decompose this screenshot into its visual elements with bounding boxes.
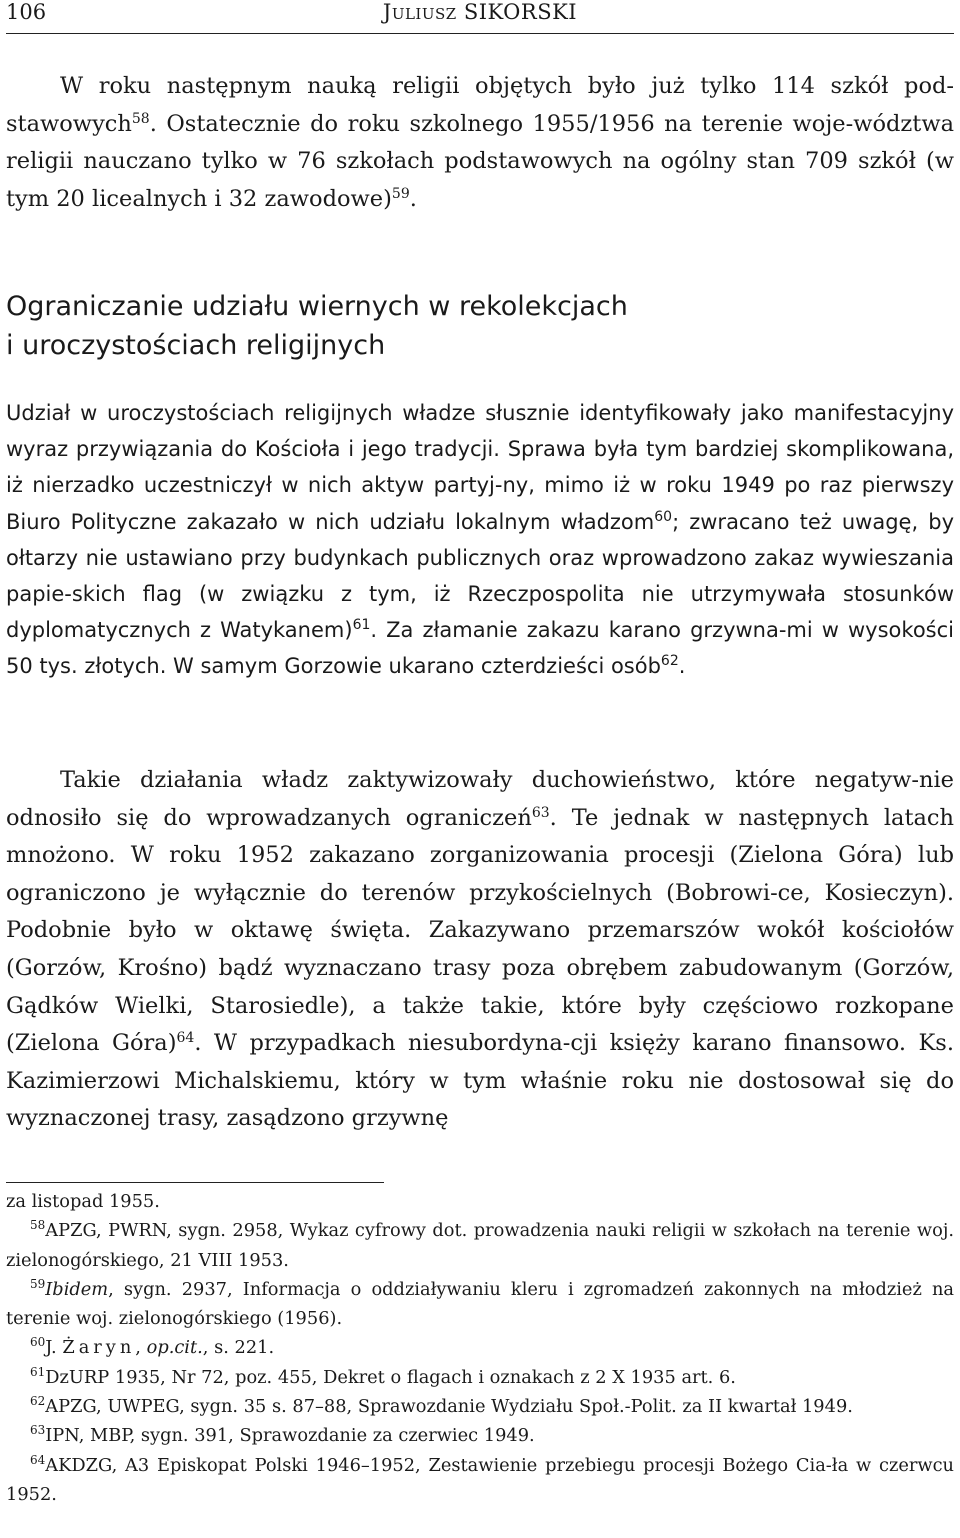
paragraph-text: . Za złamanie zakazu karano grzywna-mi w wysokości 50 tys. złotych. W samym Gorzowie ukarano czterdzieści osób — [6, 618, 954, 679]
footnote-rule — [6, 1182, 384, 1183]
footnote-62 — [6, 1392, 954, 1421]
footnote-continuation: za listopad 1955. — [6, 1191, 160, 1212]
footnote-number: 61 — [30, 1364, 46, 1379]
footnote-60 — [6, 1333, 954, 1362]
paragraph-text: . Te jednak w następnych latach mnożono. W roku 1952 zakazano zorganizowania procesji (Zielona Góra) lub ograniczono je wyłącznie do terenów przykościelnych (Bobrowi-ce, Kosieczyn). Podobnie było w oktawę święta. Zakazywano przemarszów wokół kościołów (Gorzów, Krośno) bądź wyznaczano trasy poza obrębem zabudowanym (Gorzów, Gądków Wielki, Starosiedle), a także takie, które były częściowo rozkopane (Zielona Góra) — [6, 804, 955, 1057]
footnote-ref-58[interactable]: 58 — [131, 110, 150, 127]
footnote-ref-61[interactable]: 61 — [352, 617, 371, 634]
paragraph-text: ; zwracano też uwagę, by ołtarzy nie ustawiano przy budynkach publicznych oraz wprowadzono zakaz wywieszania papie-skich flag (w związku z tym, iż Rzeczpospolita nie utrzymywała stosunków dyplomatycznych z Watykanem) — [6, 509, 954, 643]
page-number: 106 — [6, 0, 47, 24]
footnote-text: , s. 221. — [202, 1337, 275, 1359]
paragraph-text: Udział w uroczystościach religijnych władze słusznie identyfikowały jako manifestacyjny wyraz przywiązania do Kościoła i jego tradycji. Sprawa była tym bardziej skomplikowana, iż nierzadko uczestniczył w nich aktyw partyj-ny, mimo iż w roku 1949 po raz pierwszy Biuro Polityczne zakazało w nich udziału lokalnym władzom — [6, 401, 954, 534]
footnote-number: 58 — [30, 1218, 46, 1233]
running-head: Juliusz SIKORSKI — [382, 0, 578, 24]
footnote-ref-64[interactable]: 64 — [176, 1030, 195, 1047]
section-heading-line: i uroczystościach religijnych — [6, 330, 386, 361]
footnote-text: APZG, UWPEG, sygn. 35 s. 87–88, Sprawozdanie Wydziału Społ.-Polit. za II kwartał 1949. — [45, 1396, 853, 1418]
section-heading — [6, 287, 954, 365]
paragraph-text: . Ostatecznie do roku szkolnego 1955/1956 na terenie woje-wództwa religii nauczano tylko w 76 szkołach podstawowych na ogólny stan 709 szkół (w tym 20 licealnych i 32 zawodowe) — [6, 110, 954, 212]
paragraph-text: W roku następnym nauką religii objętych było już tylko 114 szkół pod-stawowych — [6, 73, 954, 137]
footnote-58 — [6, 1216, 954, 1275]
footnote-number: 63 — [30, 1423, 46, 1438]
footnote-text: IPN, MBP, sygn. 391, Sprawozdanie za czerwiec 1949. — [45, 1425, 535, 1447]
footnote-number: 64 — [30, 1452, 46, 1467]
footnote-number: 62 — [30, 1394, 46, 1409]
paragraph-text: . — [678, 654, 686, 679]
footnote-59 — [6, 1275, 954, 1334]
paragraph-2 — [6, 395, 954, 685]
footnote-64 — [6, 1451, 954, 1510]
paragraph-text: . W przypadkach niesubordyna-cji księży karano finansowo. Ks. Kazimierzowi Michalskiemu, który w tym właśnie roku nie dostosował się do wyznaczonej trasy, zasądzono grzywnę — [6, 1030, 954, 1132]
header-rule — [6, 33, 954, 34]
footnote-author-spaced: Żaryn — [62, 1337, 136, 1359]
footnote-ref-59[interactable]: 59 — [391, 185, 410, 202]
paragraph-text: . — [409, 185, 417, 212]
paragraph-text: Takie działania władz zaktywizowały duchowieństwo, które negatyw-nie odnosiło się do wprowadzanych ograniczeń — [6, 767, 954, 831]
paragraph-3 — [6, 762, 954, 1138]
footnote-text: DzURP 1935, Nr 72, poz. 455, Dekret o flagach i oznakach z 2 X 1935 art. 6. — [45, 1366, 736, 1388]
footnote-text: AKDZG, A3 Episkopat Polski 1946–1952, Zestawienie przebiegu procesji Bożego Cia-ła w czerwcu 1952. — [6, 1454, 954, 1505]
footnote-61 — [6, 1363, 954, 1392]
footnote-ref-63[interactable]: 63 — [531, 804, 550, 821]
footnote-italic: Ibidem — [45, 1278, 109, 1300]
footnote-italic: op.cit. — [146, 1337, 203, 1359]
page-header — [6, 0, 954, 36]
footnote-number: 60 — [30, 1335, 46, 1350]
footnote-text: , sygn. 2937, Informacja o oddziaływaniu kleru i zgromadzeń zakonnych na młodzież na terenie woj. zielonogórskiego (1956). — [6, 1278, 954, 1330]
footnote-text: J. — [45, 1337, 63, 1359]
footnote-number: 59 — [30, 1276, 46, 1291]
footnotes — [6, 1187, 954, 1509]
footnote-63 — [6, 1421, 954, 1450]
footnote-ref-60[interactable]: 60 — [654, 508, 673, 525]
section-heading-line: Ograniczanie udziału wiernych w rekolekcjach — [6, 291, 628, 322]
paragraph-1 — [6, 68, 954, 218]
footnote-ref-62[interactable]: 62 — [660, 653, 679, 670]
footnote-text: , — [135, 1337, 147, 1359]
footnote-text: APZG, PWRN, sygn. 2958, Wykaz cyfrowy dot. prowadzenia nauki religii w szkołach na terenie woj. zielonogórskiego, 21 VIII 1953. — [6, 1220, 954, 1271]
